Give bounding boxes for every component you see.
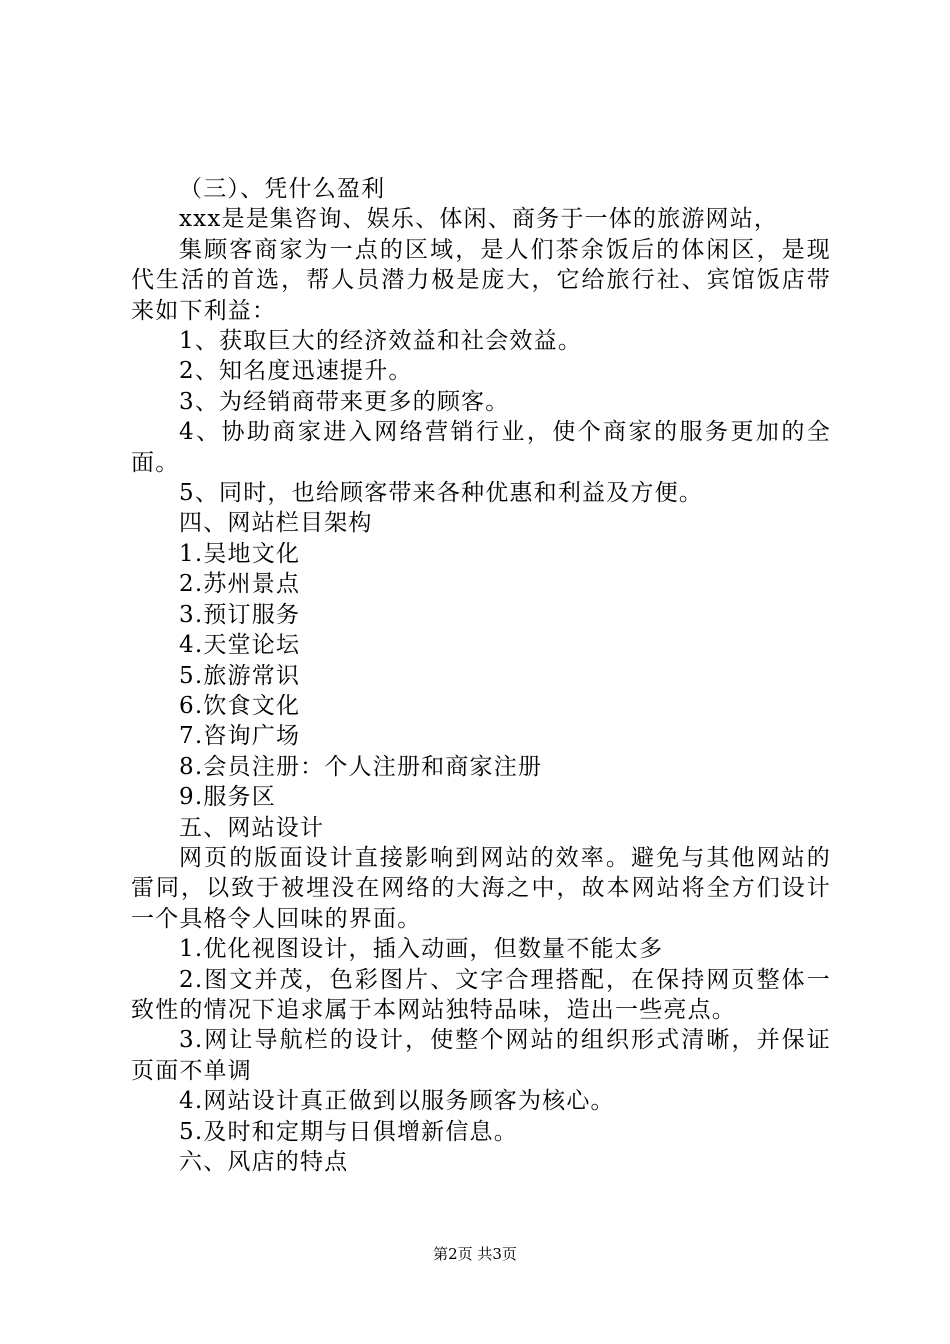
design-item-3: 3.网让导航栏的设计，使整个网站的组织形式清晰，并保证页面不单调 xyxy=(131,1027,831,1084)
paragraph-design: 网页的版面设计直接影响到网站的效率。避免与其他网站的雷同，以致于被埋没在网络的大海之中，故本网站将全方们设计一个具格令人回味的界面。 xyxy=(131,844,831,932)
page-footer: 第2页 共3页 xyxy=(433,1245,517,1263)
heading-store-features: 六、风店的特点 xyxy=(179,1149,349,1175)
design-item-1: 1.优化视图设计，插入动画，但数量不能太多 xyxy=(179,936,664,963)
column-item-5: 5.旅游常识 xyxy=(179,662,301,689)
column-item-6: 6.饮食文化 xyxy=(179,692,301,719)
column-item-2: 2.苏州景点 xyxy=(179,571,301,598)
column-item-8: 8.会员注册：个人注册和商家注册 xyxy=(179,753,543,780)
column-item-3: 3.预订服务 xyxy=(179,601,301,628)
paragraph-area: 集顾客商家为一点的区域，是人们茶余饭后的体闲区，是现代生活的首选，帮人员潜力极是庞大，它给旅行社、宾馆饭店带来如下利益： xyxy=(131,236,831,324)
design-item-2: 2.图文并茂，色彩图片、文字合理搭配，在保持网页整体一致性的情况下追求属于本网站独特品味，造出一些亮点。 xyxy=(131,966,831,1023)
heading-site-structure: 四、网站栏目架构 xyxy=(179,510,373,537)
column-item-4: 4.天堂论坛 xyxy=(179,632,301,659)
benefit-item-2: 2、知名度迅速提升。 xyxy=(179,358,413,385)
column-item-7: 7.咨询广场 xyxy=(179,723,301,750)
benefit-item-3: 3、为经销商带来更多的顾客。 xyxy=(179,388,510,415)
heading-profit: （三）、凭什么盈利 xyxy=(179,176,386,202)
column-item-1: 1.吴地文化 xyxy=(179,540,301,567)
document-body xyxy=(131,174,831,1177)
column-item-9: 9.服务区 xyxy=(179,784,276,811)
heading-site-design: 五、网站设计 xyxy=(179,814,325,841)
design-item-4: 4.网站设计真正做到以服务顾客为核心。 xyxy=(179,1088,615,1115)
benefit-item-1: 1、获取巨大的经济效益和社会效益。 xyxy=(179,328,583,355)
benefit-item-5: 5、同时，也给顾客带来各种优惠和利益及方便。 xyxy=(179,480,704,507)
paragraph-intro: xxx是是集咨询、娱乐、体闲、商务于一体的旅游网站， xyxy=(179,206,779,233)
benefit-item-4: 4、协助商家进入网络营销行业，使个商家的服务更加的全面。 xyxy=(131,419,831,476)
design-item-5: 5.及时和定期与日俱增新信息。 xyxy=(179,1118,518,1145)
